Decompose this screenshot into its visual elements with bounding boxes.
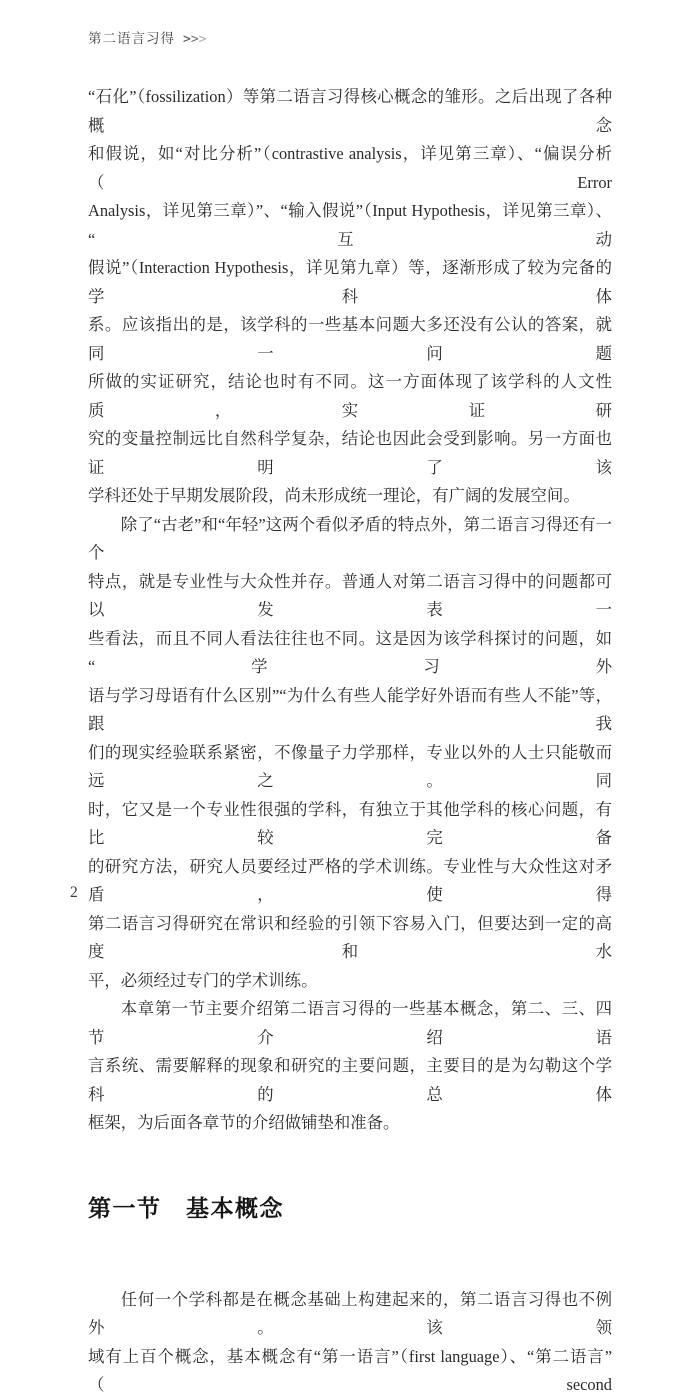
chevron-right-icon: >: [183, 32, 191, 47]
section-heading: 第一节 基本概念: [88, 1195, 284, 1221]
chevron-right-icon: >: [198, 32, 207, 47]
text-line: 特点，就是专业性与大众性并存。普通人对第二语言习得中的问题都可以发表一: [88, 571, 612, 619]
text-line: 时，它又是一个专业性很强的学科，有独立于其他学科的核心问题，有比较完备: [88, 799, 612, 847]
text-line: 第二语言习得研究在常识和经验的引领下容易入门，但要达到一定的高度和水: [88, 913, 612, 961]
paragraph: [88, 511, 612, 996]
paragraph: [88, 995, 612, 1138]
text-line: 平，必须经过专门的学术训练。: [88, 970, 318, 990]
text-line: 域有上百个概念，基本概念有“第一语言”（first language）、“第二语言”（second: [88, 1346, 612, 1394]
text-line: 语与学习母语有什么区别”“为什么有些人能学好外语而有些人不能”等，跟我: [88, 685, 612, 733]
text-line: 言系统、需要解释的现象和研究的主要问题，主要目的是为勾勒这个学科的总体: [88, 1056, 612, 1104]
chevrons: [183, 32, 206, 47]
text-line: 学科还处于早期发展阶段，尚未形成统一理论，有广阔的发展空间。: [88, 486, 580, 505]
page-number: 2: [70, 884, 78, 901]
text-line: 系。应该指出的是，该学科的一些基本问题大多还没有公认的答案，就同一问题: [88, 315, 612, 363]
text-line: 些看法，而且不同人看法往往也不同。这是因为该学科探讨的问题，如“学习外: [88, 628, 612, 676]
paragraph: [88, 1286, 612, 1400]
text-line: 和假说，如“对比分析”（contrastive analysis，详见第三章）、“偏误分析（Error: [88, 144, 612, 192]
text-line: 假说”（Interaction Hypothesis，详见第九章）等，逐渐形成了较为完备的学科体: [88, 258, 612, 306]
text-body: [88, 83, 612, 1400]
paragraph: [88, 83, 612, 511]
text-line: 所做的实证研究，结论也时有不同。这一方面体现了该学科的人文性质，实证研: [88, 372, 612, 420]
text-line: 究的变量控制远比自然科学复杂，结论也因此会受到影响。另一方面也证明了该: [88, 429, 612, 477]
text-line: “石化”（fossilization）等第二语言习得核心概念的雏形。之后出现了各种概念: [88, 87, 612, 135]
text-line: 任何一个学科都是在概念基础上构建起来的，第二语言习得也不例外。该领: [88, 1289, 612, 1337]
text-line: Analysis，详见第三章）”、“输入假说”（Input Hypothesis，详见第三章）、“互动: [88, 201, 612, 249]
text-line: 本章第一节主要介绍第二语言习得的一些基本概念，第二、三、四节介绍语: [88, 999, 612, 1047]
text-line: 的研究方法，研究人员要经过严格的学术训练。专业性与大众性这对矛盾，使得: [88, 856, 612, 904]
text-line: 框架，为后面各章节的介绍做铺垫和准备。: [88, 1113, 400, 1132]
running-head: [88, 27, 206, 47]
text-line: 除了“古老”和“年轻”这两个看似矛盾的特点外，第二语言习得还有一个: [88, 514, 612, 562]
running-head-title: 第二语言习得: [88, 31, 175, 46]
chevron-right-icon: >: [190, 32, 199, 47]
text-line: 们的现实经验联系紧密，不像量子力学那样，专业以外的人士只能敬而远之。同: [88, 742, 612, 790]
